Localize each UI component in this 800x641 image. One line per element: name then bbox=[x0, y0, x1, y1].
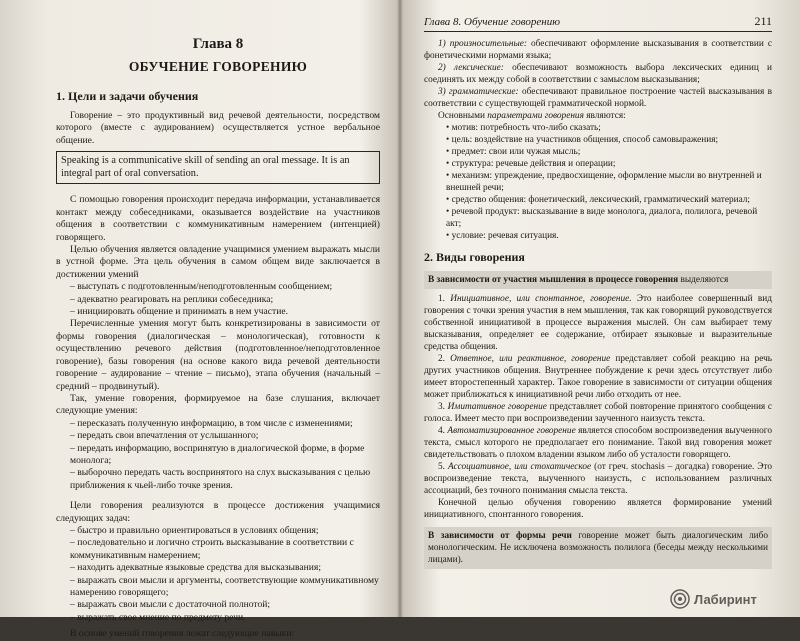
list-item: 4. Автоматизированное говорение является способом воспроизведения выученного текста, смысл которого не предполагает его понимание. Такой вид говорения может свидетельствовать о плохом владении языком либо об усталости говорящего. bbox=[424, 426, 773, 460]
list-item: • предмет: свои или чужая мысль; bbox=[424, 146, 772, 158]
skills-numbered-list bbox=[424, 38, 772, 110]
list-item: • механизм: упреждение, предвосхищение, оформление мысли во внутренней и внешней речи; bbox=[424, 170, 772, 194]
running-head bbox=[424, 14, 772, 32]
labyrinth-watermark bbox=[670, 587, 790, 611]
list-item: – передать свои впечатления от услышанного; bbox=[70, 430, 259, 442]
right-page bbox=[402, 0, 800, 617]
params-list bbox=[424, 122, 772, 242]
list-item: – находить адекватные языковые средства для высказывания; bbox=[70, 562, 321, 574]
list-item: – выражать свои мысли и аргументы, соответствующие коммуникативному намерению говорящего; bbox=[70, 574, 379, 598]
section-heading-goals: 1. Цели и задачи обучения bbox=[56, 89, 199, 103]
list-item: 1) произносительные: обеспечивают оформление высказывания в соответствии с фонетическими нормами языка; bbox=[424, 39, 772, 61]
paragraph: С помощью говорения происходит передача информации, устанавливается контакт между собеседниками, оказывается воздействие на участников общения в соответствии с коммуникативным намерением (интенцией) говорящего. bbox=[56, 194, 380, 243]
paragraph: Перечисленные умения могут быть конкретизированы в зависимости от формы говорения (диалогическая – монологическая), готовности к осуществлению речевого действия (подготовленное/неподготовленное говорение), базы говорения (на основе какого вида речевой деятельности говорение – аудирование – чтение – письмо), этапа обучения (начальный – средний – продвинутый). bbox=[56, 318, 380, 392]
list-item: 2. Ответное, или реактивное, говорение представляет собой реакцию на речь других участников общения. Внутреннее побуждение к речи здесь отсутствует либо имеет второстепенный характер. Такое говорение в зависимости от ситуации общения может приближаться к инициативной речи либо отходить от нее. bbox=[424, 354, 773, 400]
list-item: • цель: воздействие на участников общения, способ самовыражения; bbox=[424, 134, 772, 146]
left-page bbox=[0, 0, 398, 640]
list-item: • средство общения: фонетический, лексический, грамматический материал; bbox=[424, 194, 772, 206]
list-item: • структура: речевые действия и операции; bbox=[424, 158, 772, 170]
english-definition-box: Speaking is a communicative skill of sending an oral message. It is an integral part of oral conversation. bbox=[56, 151, 380, 184]
running-head-title: Глава 8. Обучение говорению bbox=[424, 16, 561, 28]
watermark-text: Лабиринт bbox=[694, 591, 757, 607]
tasks-list bbox=[56, 525, 380, 624]
list-item: 5. Ассоциативное, или стохатическое (от греч. stochasis – догадка) говорение. Это воспроизведение текста, выученного наизусть, с использованием различных ассоциаций, без точного понимания смысла текста. bbox=[424, 462, 772, 496]
conclusion-paragraph: Конечной целью обучения говорению является формирование умений инициативного, спонтанного говорения. bbox=[424, 498, 772, 520]
list-item: – выражать свое мнение по предмету речи. bbox=[70, 611, 246, 623]
list-item: – выборочно передать часть воспринятого на слух высказывания с целью приближения к чьей-либо точке зрения. bbox=[70, 467, 371, 491]
list-item: – последовательно и логично строить высказывание в соответствии с коммуникативным намерением; bbox=[70, 537, 354, 561]
paragraph: В основе умений говорения лежат следующие навыки: bbox=[70, 628, 295, 640]
paragraph: Так, умение говорения, формируемое на базе слушания, включает следующие умения: bbox=[56, 392, 380, 417]
list-item: – передать информацию, воспринятую в диалогической форме, в форме монолога; bbox=[70, 442, 365, 466]
list-item: – выступать с подготовленным/неподготовленным сообщением; bbox=[70, 281, 333, 293]
list-item: • условие: речевая ситуация. bbox=[424, 230, 772, 242]
list-item: – выражать свои мысли с достаточной полнотой; bbox=[70, 599, 271, 611]
skills-list bbox=[56, 418, 380, 492]
definition-paragraph: Говорение – это продуктивный вид речевой деятельности, посредством которого (вместе с аудированием) осуществляется устное вербальное общение. bbox=[56, 110, 380, 146]
list-item: – пересказать полученную информацию, в том числе с изменениями; bbox=[70, 417, 353, 429]
goals-list bbox=[56, 281, 380, 318]
chapter-number: Глава 8 bbox=[192, 36, 244, 52]
labyrinth-logo-icon bbox=[670, 589, 690, 609]
types-list bbox=[424, 293, 772, 497]
thinking-criterion-box: В зависимости от участия мышления в процессе говорения выделяются bbox=[424, 271, 772, 289]
section-heading-types: 2. Виды говорения bbox=[424, 250, 525, 264]
list-item: • мотив: потребность что-либо сказать; bbox=[424, 122, 772, 134]
paragraph: Цели говорения реализуются в процессе достижения учащимися следующих задач: bbox=[56, 500, 380, 524]
chapter-title: ОБУЧЕНИЕ ГОВОРЕНИЮ bbox=[128, 59, 308, 74]
list-item: • речевой продукт: высказывание в виде монолога, диалога, полилога, речевой акт; bbox=[424, 206, 772, 230]
list-item: 3. Имитативное говорение представляет собой повторение принятого сообщения с голоса. Имеет место при воспроизведении заученного наизусть текста. bbox=[424, 402, 773, 424]
list-item: 1. Инициативное, или спонтанное, говорение. Это наиболее совершенный вид говорения с точки зрения участия в нем мышления, так как говорящий руководствуется собственной инициативой в процессе выражения мыслей. Он сам выбирает тему высказывания, определяет ее содержание, отбирает языковые и выразительные средства общения. bbox=[424, 294, 772, 352]
list-item: 3) грамматические: обеспечивают правильное построение частей высказывания в соответствии с существующей грамматической нормой. bbox=[424, 87, 773, 109]
page-number: 211 bbox=[754, 14, 772, 28]
list-item: 2) лексические: обеспечивают возможность выбора лексических единиц и соединять их между собой в соответствии с замыслом высказывания; bbox=[424, 63, 772, 85]
list-item: – адекватно реагировать на реплики собеседника; bbox=[70, 293, 274, 305]
form-criterion-box: В зависимости от формы речи говорение может быть диалогическим либо монологическим. Не исключена возможность полилога (беседы между несколькими лицами). bbox=[424, 527, 772, 569]
list-item: – инициировать общение и принимать в нем участие. bbox=[70, 306, 288, 318]
list-item: – быстро и правильно ориентироваться в условиях общения; bbox=[70, 524, 319, 536]
params-intro: Основными параметрами говорения являются: bbox=[438, 111, 626, 121]
paragraph: Целью обучения является овладение учащимися умением выражать мысли в устной форме. Эта цель обучения в самом общем виде заключается в достижении умений bbox=[56, 244, 380, 280]
